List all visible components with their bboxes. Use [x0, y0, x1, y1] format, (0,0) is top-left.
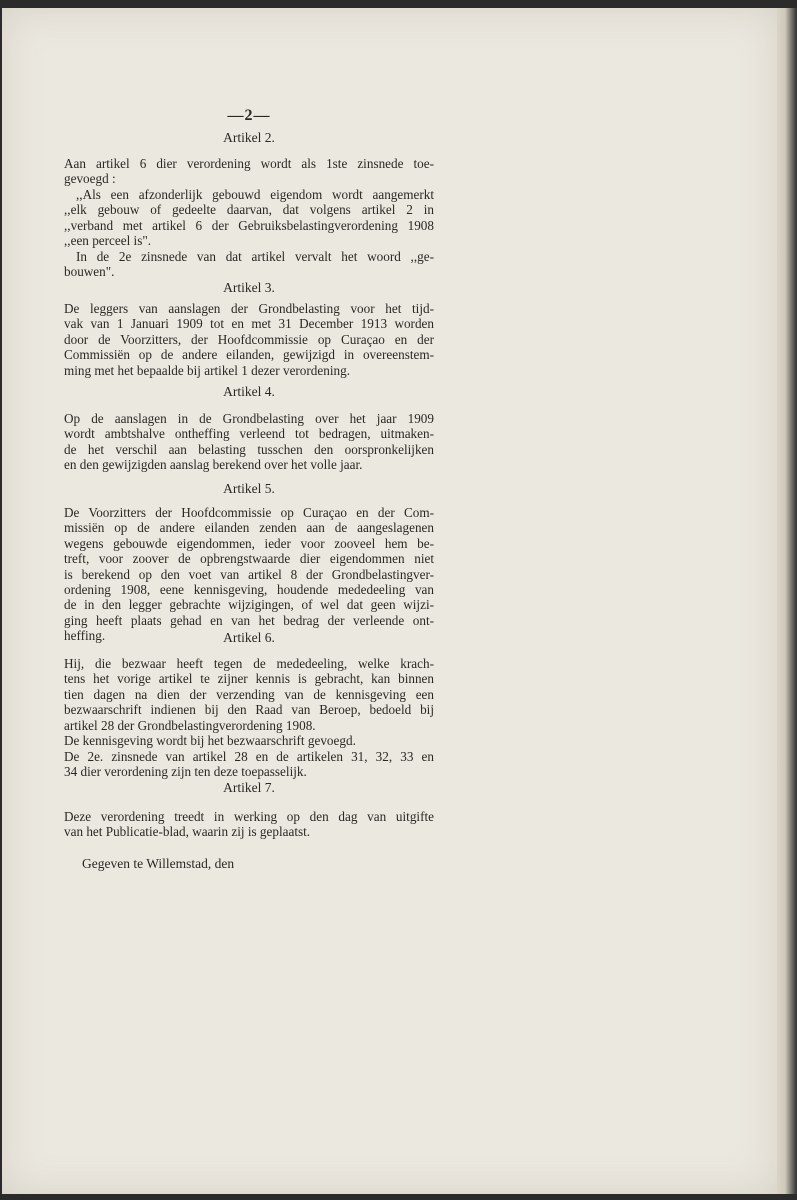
- text-line: ging heeft plaats gehad en van het bedrag der verleende ont-: [64, 612, 434, 628]
- text-line: De 2e. zinsnede van artikel 28 en de artikelen 31, 32, 33 en: [64, 749, 434, 764]
- text-line: Commissiën op de andere eilanden, gewijzigd in overeenstem-: [64, 347, 434, 363]
- text-line: Hij, die bezwaar heeft tegen de mededeeling, welke krach-: [64, 656, 434, 671]
- text-line: heffing.: [64, 628, 106, 644]
- text-line: ,,Als een afzonderlijk gebouwd eigendom wordt aangemerkt: [76, 187, 434, 202]
- text-line: tien dagen na dien der verzending van de kennisgeving een: [64, 686, 434, 702]
- text-line: en den gewijzigden aanslag berekend over het volle jaar.: [64, 457, 363, 473]
- text-line: vak van 1 Januari 1909 tot en met 31 December 1913 worden: [64, 316, 434, 332]
- text-line: De Voorzitters der Hoofdcommissie op Curaçao en der Com-: [64, 505, 434, 520]
- text-line: artikel 28 der Grondbelastingverordening 1908.: [64, 717, 316, 733]
- text-line: gevoegd :: [64, 171, 116, 187]
- article-heading: Artikel 5.: [223, 481, 275, 496]
- text-line: de het verschil aan belasting tusschen den oorspronkelijken: [64, 441, 434, 457]
- text-line: de in den legger gebrachte wijzigingen, of wel dat geen wijzi-: [64, 597, 434, 613]
- place-and-date-line: Gegeven te Willemstad, den: [82, 856, 235, 871]
- article-paragraph: [64, 301, 434, 378]
- text-line: Deze verordening treedt in werking op den dag van uitgifte: [64, 809, 434, 824]
- text-line: bezwaarschrift indienen bij den Raad van Beroep, bedoeld bij: [64, 702, 434, 718]
- text-line: van het Publicatie-blad, waarin zij is geplaatst.: [64, 824, 311, 840]
- text-line: De leggers van aanslagen der Grondbelasting voor het tijd-: [64, 301, 434, 316]
- text-line: ming met het bepaalde bij artikel 1 dezer verordening.: [64, 362, 350, 378]
- text-line: bouwen".: [64, 264, 115, 280]
- article-paragraph: [64, 411, 434, 473]
- article-heading: Artikel 7.: [223, 780, 275, 795]
- article-paragraph: [64, 809, 434, 840]
- article-paragraph: [64, 656, 434, 733]
- text-line: ,,elk gebouw of gedeelte daarvan, dat volgens artikel 2 in: [64, 202, 434, 218]
- article-paragraph: [64, 505, 434, 644]
- article-heading: Artikel 4.: [223, 384, 275, 399]
- text-line: Op de aanslagen in de Grondbelasting over het jaar 1909: [64, 411, 434, 426]
- article-paragraph: [64, 249, 434, 280]
- text-line: 34 dier verordening zijn ten deze toepasselijk.: [64, 764, 307, 780]
- page-edge: [777, 8, 797, 1194]
- article-heading: Artikel 2.: [223, 130, 275, 145]
- text-line: ,,verband met artikel 6 der Gebruiksbelastingverordening 1908: [64, 217, 434, 233]
- document-page: [2, 8, 777, 1194]
- text-line: wegens gebouwde eigendommen, ieder voor zooveel hem be-: [64, 535, 434, 551]
- page-number: —2—: [227, 107, 271, 124]
- text-line: is berekend op den voet van artikel 8 der Grondbelastingver-: [64, 566, 434, 582]
- text-line: ordening 1908, eene kennisgeving, houdende mededeeling van: [64, 582, 434, 598]
- text-line: tens het vorige artikel te zijner kennis is gebracht, kan binnen: [64, 671, 434, 687]
- text-line: wordt ambtshalve ontheffing verleend tot bedragen, uitmaken-: [64, 426, 434, 442]
- text-line: missiën op de andere eilanden zenden aan de aangeslagenen: [64, 520, 434, 536]
- text-line: In de 2e zinsnede van dat artikel vervalt het woord ,,ge-: [76, 249, 434, 264]
- article-heading: Artikel 6.: [223, 630, 275, 645]
- text-line: Aan artikel 6 dier verordening wordt als 1ste zinsnede toe-: [64, 156, 434, 171]
- text-line: door de Voorzitters, der Hoofdcommissie op Curaçao en der: [64, 331, 434, 347]
- text-line: treft, voor zoover de opbrengstwaarde dier eigendommen niet: [64, 551, 434, 567]
- article-paragraph: [64, 156, 434, 187]
- article-paragraph: [64, 733, 434, 748]
- text-line: De kennisgeving wordt bij het bezwaarschrift gevoegd.: [64, 733, 356, 748]
- article-paragraph: [64, 749, 434, 780]
- text-line: ,,een perceel is".: [64, 233, 152, 249]
- article-heading: Artikel 3.: [223, 280, 275, 295]
- article-paragraph: [64, 187, 434, 249]
